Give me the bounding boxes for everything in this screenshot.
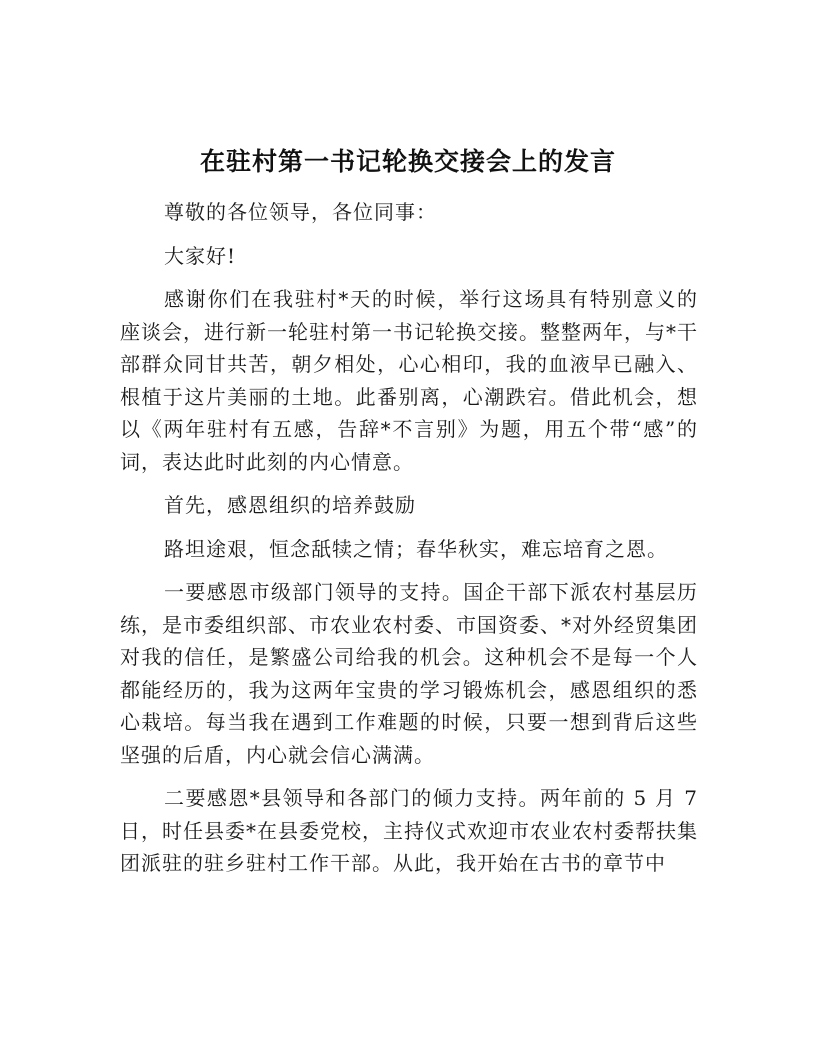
paragraph-point-two: 二要感恩*县领导和各部门的倾力支持。两年前的 5 月 7 日，时任县委*在县委党校，主持仪式欢迎市农业农村委帮扶集团派驻的驻乡驻村工作干部。从此，我开始在古书的章节中 (120, 786, 698, 875)
paragraph-intro: 感谢你们在我驻村*天的时候，举行这场具有特别意义的座谈会，进行新一轮驻村第一书记轮换交接。整整两年，与*干部群众同甘共苦，朝夕相处，心心相印，我的血液早已融入、根植于这片美丽的土地。此番别离，心潮跌宕。借此机会，想以《两年驻村有五感，告辞*不言别》为题，用五个带“感”的词，表达此时此刻的内心情意。 (120, 287, 698, 474)
document-body (120, 196, 698, 891)
section-heading: 首先，感恩组织的培养鼓励 (164, 493, 416, 517)
paragraph-salutation: 尊敬的各位领导，各位同事： (164, 200, 437, 224)
paragraph-point-one: 一要感恩市级部门领导的支持。国企干部下派农村基层历练，是市委组织部、市农业农村委、市国资委、*对外经贸集团对我的信任，是繁盛公司给我的机会。这种机会不是每一个人都能经历的，我为这两年宝贵的学习锻炼机会，感恩组织的悉心栽培。每当我在遇到工作难题的时候，只要一想到背后这些坚强的后盾，内心就会信心满满。 (120, 580, 698, 767)
document-title: 在驻村第一书记轮换交接会上的发言 (199, 147, 616, 176)
paragraph-couplet: 路坦途艰，恒念舐犊之情；春华秋实，难忘培育之恩。 (164, 536, 668, 561)
paragraph-greeting: 大家好! (164, 243, 237, 268)
